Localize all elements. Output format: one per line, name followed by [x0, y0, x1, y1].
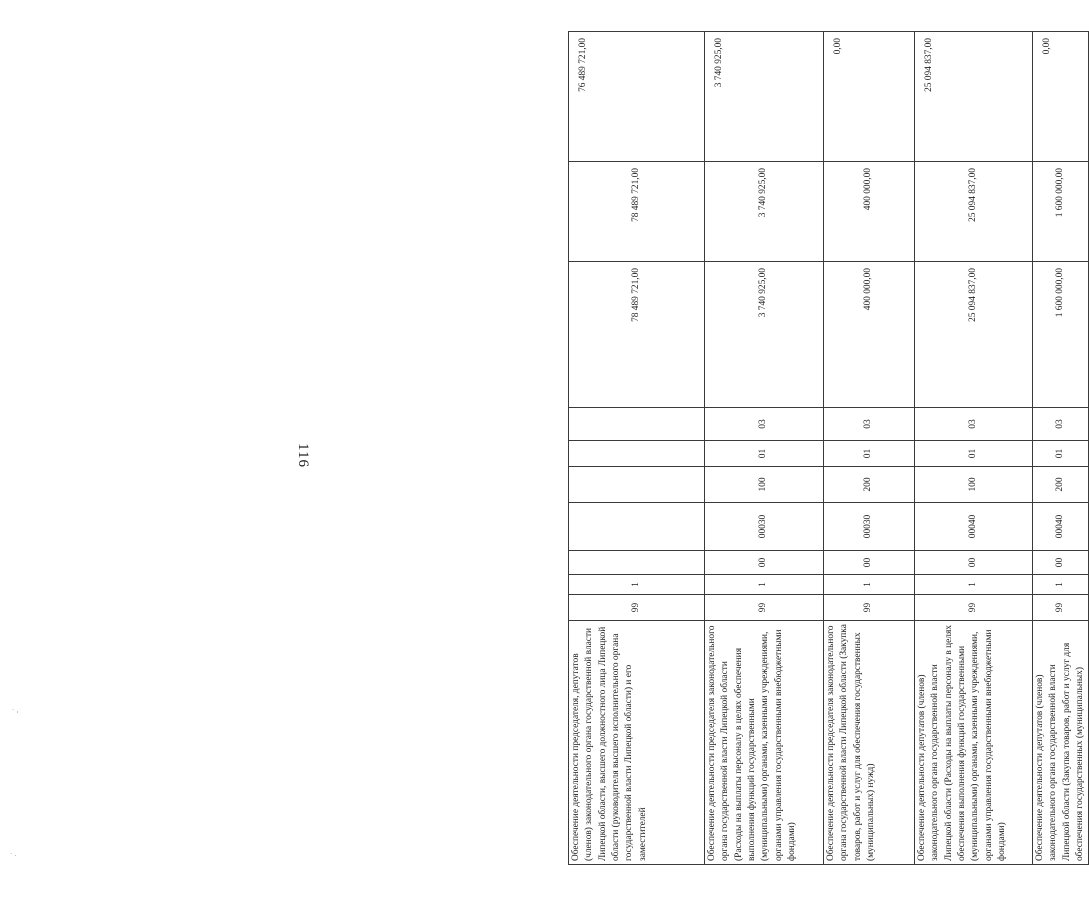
amount-year-1: 25 094 837,00: [915, 262, 1033, 408]
table-row: [1033, 32, 1089, 865]
amount-year-2: 400 000,00: [824, 162, 915, 262]
amount-year-1: 400 000,00: [824, 262, 915, 408]
code-direction: [569, 551, 705, 575]
scan-artifact: · ,: [12, 706, 19, 714]
code-subsection: [569, 408, 705, 441]
code-subprogram: 1: [1033, 575, 1089, 595]
code-program: 99: [824, 595, 915, 621]
amount-year-1: 3 740 925,00: [705, 262, 824, 408]
code-direction: 00: [824, 551, 915, 575]
code-type: [569, 467, 705, 503]
code-type: 100: [915, 467, 1033, 503]
row-description: Обеспечение деятельности председателя законодательного органа государственной власти Липецкой области (Закупка товаров, работ и услуг для обеспечения государственных (муниципальных) нужд): [824, 621, 915, 865]
budget-table: [568, 31, 1089, 865]
code-section: 01: [915, 441, 1033, 467]
budget-table-rotated: [568, 32, 1086, 865]
code-subsection: 03: [824, 408, 915, 441]
code-subsection: 03: [915, 408, 1033, 441]
scan-artifact: · .: [10, 850, 17, 858]
amount-year-3: 25 094 837,00: [915, 32, 1033, 162]
code-section: 01: [824, 441, 915, 467]
page-number: 116: [294, 443, 311, 468]
code-type: 200: [824, 467, 915, 503]
amount-year-1: 1 600 000,00: [1033, 262, 1089, 408]
amount-year-2: 3 740 925,00: [705, 162, 824, 262]
code-type: 200: [1033, 467, 1089, 503]
code-expense: 00030: [705, 503, 824, 551]
amount-year-3: 76 489 721,00: [569, 32, 705, 162]
code-program: 99: [705, 595, 824, 621]
amount-year-2: 78 489 721,00: [569, 162, 705, 262]
code-expense: 00030: [824, 503, 915, 551]
row-description: Обеспечение деятельности депутатов (членов) законодательного органа государственной власти Липецкой области (Расходы на выплаты персоналу в целях обеспечения выполнения функций государственными (муниципальными) органами, казенными учреждениями, органами управления государственными внебюджетными фондами): [915, 621, 1033, 865]
amount-year-2: 1 600 000,00: [1033, 162, 1089, 262]
code-subprogram: 1: [569, 575, 705, 595]
code-program: 99: [1033, 595, 1089, 621]
code-subprogram: 1: [705, 575, 824, 595]
code-subsection: 03: [1033, 408, 1089, 441]
code-direction: 00: [1033, 551, 1089, 575]
code-section: 01: [705, 441, 824, 467]
code-program: 99: [569, 595, 705, 621]
amount-year-1: 78 489 721,00: [569, 262, 705, 408]
code-subsection: 03: [705, 408, 824, 441]
amount-year-3: 0,00: [1033, 32, 1089, 162]
code-subprogram: 1: [824, 575, 915, 595]
code-direction: 00: [915, 551, 1033, 575]
table-row: [569, 32, 705, 865]
code-program: 99: [915, 595, 1033, 621]
table-row: [915, 32, 1033, 865]
table-row: [705, 32, 824, 865]
amount-year-3: 3 740 925,00: [705, 32, 824, 162]
row-description: Обеспечение деятельности председателя, депутатов (членов) законодательного органа государственной власти Липецкой области, высшего должностного лица Липецкой области (руководителя высшего исполнительного органа государственной власти Липецкой области) и его заместителей: [569, 621, 705, 865]
code-type: 100: [705, 467, 824, 503]
table-row: [824, 32, 915, 865]
code-subprogram: 1: [915, 575, 1033, 595]
code-direction: 00: [705, 551, 824, 575]
amount-year-3: 0,00: [824, 32, 915, 162]
code-expense: 00040: [915, 503, 1033, 551]
code-expense: [569, 503, 705, 551]
code-expense: 00040: [1033, 503, 1089, 551]
code-section: 01: [1033, 441, 1089, 467]
row-description: Обеспечение деятельности депутатов (членов) законодательного органа государственной власти Липецкой области (Закупка товаров, работ и услуг для обеспечения государственных (муниципальных): [1033, 621, 1089, 865]
code-section: [569, 441, 705, 467]
amount-year-2: 25 094 837,00: [915, 162, 1033, 262]
row-description: Обеспечение деятельности председателя законодательного органа государственной власти Липецкой области (Расходы на выплаты персоналу в целях обеспечения выполнения функций государственными (муниципальными) органами, казенными учреждениями, органами управления государственными внебюджетными фондами): [705, 621, 824, 865]
